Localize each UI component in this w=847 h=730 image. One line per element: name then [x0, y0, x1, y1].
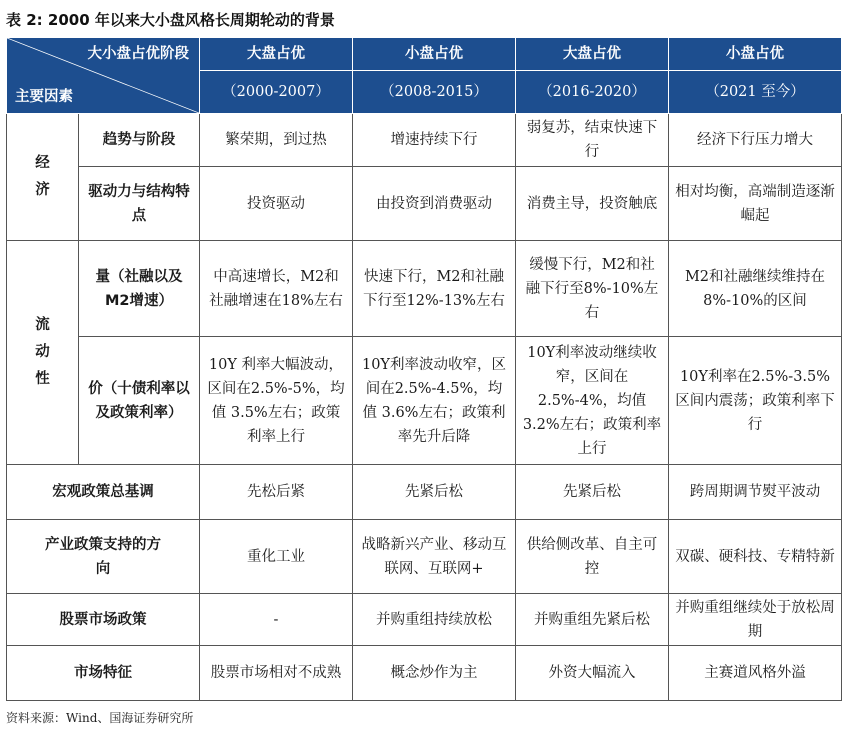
table-cell: 由投资到消费驱动 [353, 167, 516, 241]
phase-label: 小盘占优 [353, 38, 516, 71]
table-cell: M2和社融继续维持在8%-10%的区间 [669, 241, 842, 337]
table-title: 表 2: 2000 年以来大小盘风格长周期轮动的背景 [6, 11, 335, 29]
phase-label: 大盘占优 [200, 38, 353, 71]
corner-top-label: 大小盘占优阶段 [87, 46, 189, 62]
factor-label: 驱动力与结构特点 [79, 167, 200, 241]
phase-period: （2016-2020） [516, 71, 669, 114]
source-note: 资料来源：Wind、国海证券研究所 [6, 711, 194, 725]
table-cell: 双碳、硬科技、专精特新 [669, 520, 842, 594]
table-row [7, 167, 842, 241]
table-row [7, 465, 842, 520]
group-label-economy: 经 济 [7, 114, 79, 241]
table-cell: - [200, 594, 353, 646]
table-cell: 经济下行压力增大 [669, 114, 842, 167]
table-cell: 快速下行，M2和社融下行至12%-13%左右 [353, 241, 516, 337]
table-cell: 跨周期调节熨平波动 [669, 465, 842, 520]
header-row-phase [7, 38, 842, 71]
table-cell: 缓慢下行，M2和社融下行至8%-10%左右 [516, 241, 669, 337]
factor-label: 宏观政策总基调 [7, 465, 200, 520]
table-cell: 并购重组继续处于放松周期 [669, 594, 842, 646]
factor-label: 市场特征 [7, 646, 200, 701]
table-cell: 中高速增长，M2和社融增速在18%左右 [200, 241, 353, 337]
table-cell: 弱复苏，结束快速下行 [516, 114, 669, 167]
table-cell: 投资驱动 [200, 167, 353, 241]
corner-bottom-label: 主要因素 [15, 89, 73, 105]
table-row [7, 114, 842, 167]
phase-label: 大盘占优 [516, 38, 669, 71]
group-label-liquidity: 流 动 性 [7, 241, 79, 465]
table-cell: 概念炒作为主 [353, 646, 516, 701]
table-cell: 10Y利率在2.5%-3.5%区间内震荡；政策利率下行 [669, 337, 842, 465]
factor-label: 股票市场政策 [7, 594, 200, 646]
factor-label: 价（十债利率以及政策利率） [79, 337, 200, 465]
factor-label: 趋势与阶段 [79, 114, 200, 167]
table-cell: 主赛道风格外溢 [669, 646, 842, 701]
table-row [7, 594, 842, 646]
table-cell: 繁荣期，到过热 [200, 114, 353, 167]
table-row [7, 337, 842, 465]
table-cell: 10Y利率波动继续收窄，区间在2.5%-4%，均值3.2%左右；政策利率上行 [516, 337, 669, 465]
table-cell: 外资大幅流入 [516, 646, 669, 701]
table-cell: 消费主导，投资触底 [516, 167, 669, 241]
table-cell: 先紧后松 [516, 465, 669, 520]
table-cell: 战略新兴产业、移动互联网、互联网+ [353, 520, 516, 594]
table-cell: 先松后紧 [200, 465, 353, 520]
table-row [7, 520, 842, 594]
phase-period: （2021 至今） [669, 71, 842, 114]
rotation-table [6, 37, 842, 701]
factor-label: 量（社融以及M2增速） [79, 241, 200, 337]
phase-period: （2000-2007） [200, 71, 353, 114]
table-cell: 10Y利率波动收窄，区间在2.5%-4.5%，均值 3.6%左右；政策利率先升后降 [353, 337, 516, 465]
table-cell: 供给侧改革、自主可控 [516, 520, 669, 594]
phase-period: （2008-2015） [353, 71, 516, 114]
table-cell: 先紧后松 [353, 465, 516, 520]
table-cell: 并购重组先紧后松 [516, 594, 669, 646]
phase-label: 小盘占优 [669, 38, 842, 71]
table-cell: 重化工业 [200, 520, 353, 594]
table-cell: 增速持续下行 [353, 114, 516, 167]
table-cell: 相对均衡，高端制造逐渐崛起 [669, 167, 842, 241]
factor-label: 产业政策支持的方向 [7, 520, 200, 594]
table-row [7, 241, 842, 337]
table-cell: 并购重组持续放松 [353, 594, 516, 646]
table-row [7, 646, 842, 701]
table-cell: 股票市场相对不成熟 [200, 646, 353, 701]
table-cell: 10Y 利率大幅波动，区间在2.5%-5%，均值 3.5%左右；政策利率上行 [200, 337, 353, 465]
header-corner-cell [7, 38, 200, 114]
